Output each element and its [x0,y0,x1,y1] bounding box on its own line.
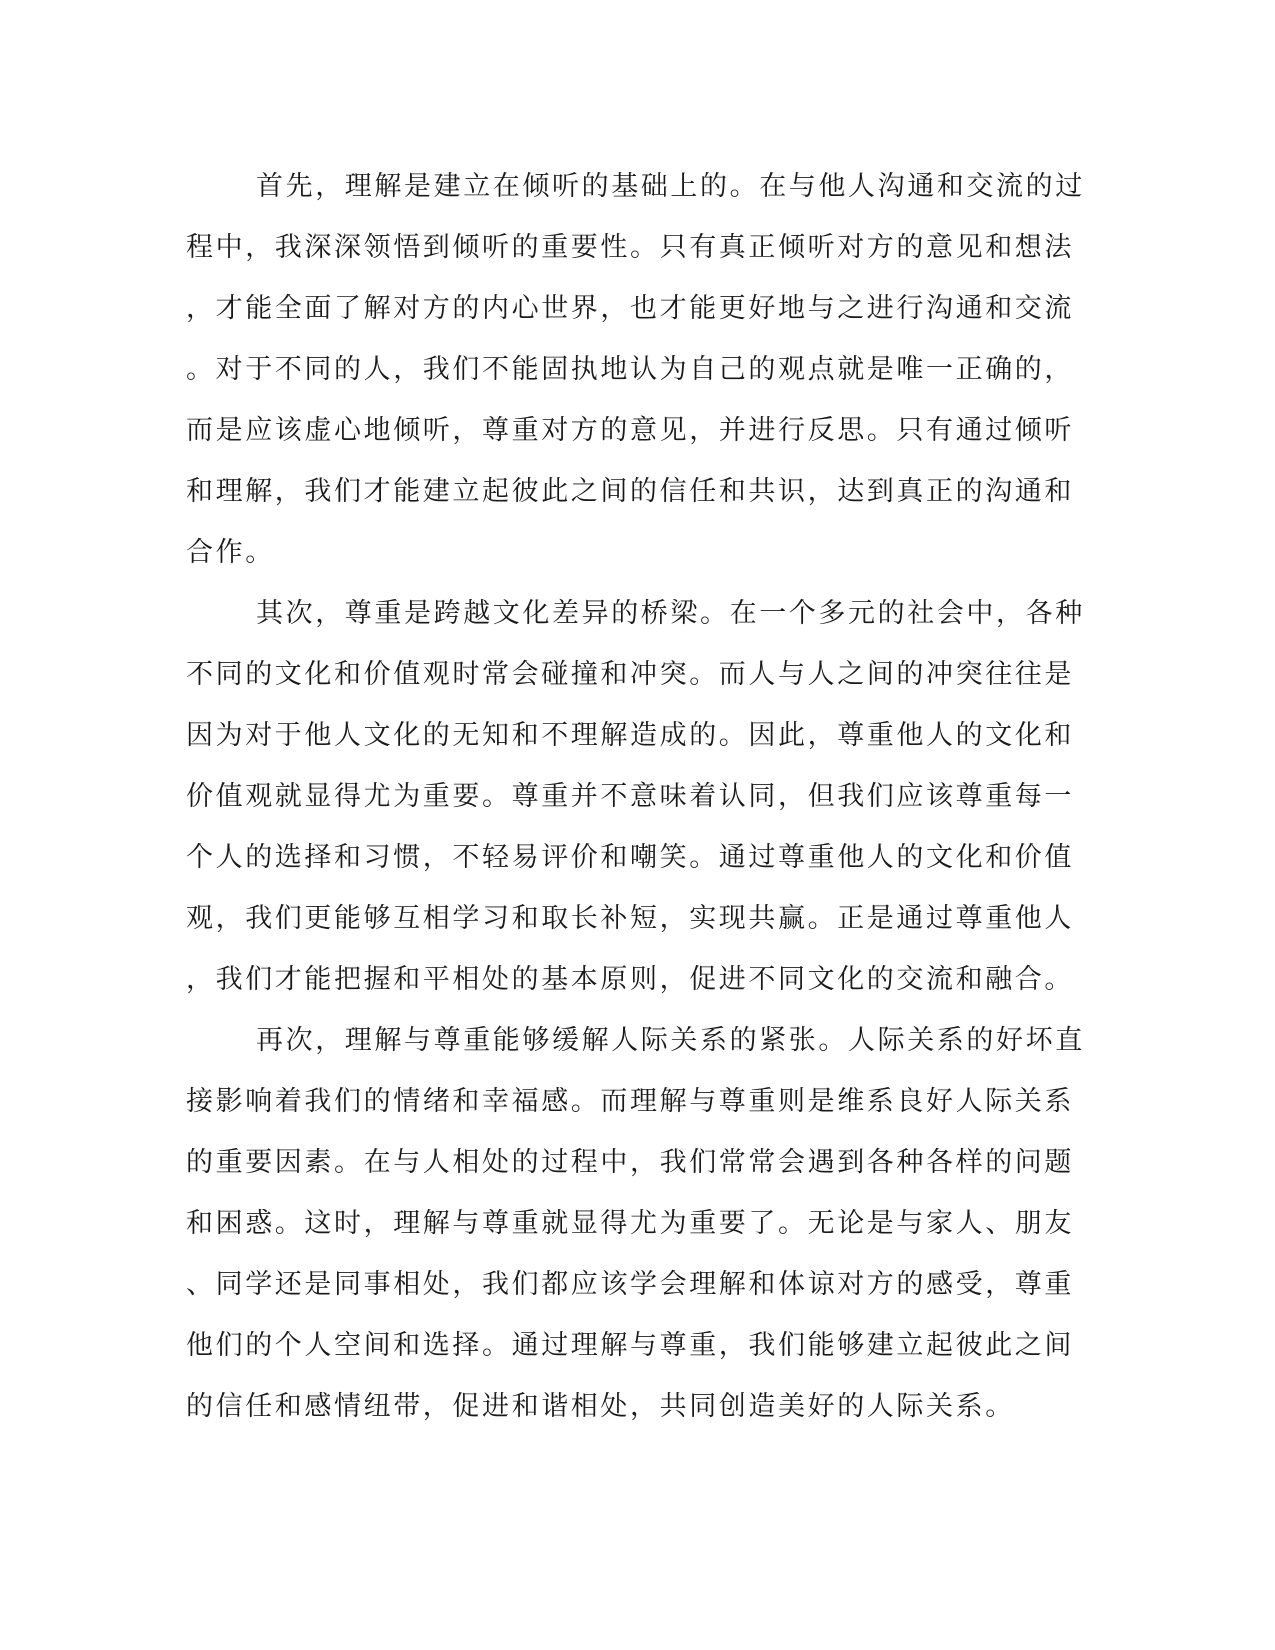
paragraph-line: 再次，理解与尊重能够缓解人际关系的紧张。人际关系的好坏直 [256,1025,1085,1056]
paragraph-2 [186,583,1085,1010]
paragraph-line: 不同的文化和价值观时常会碰撞和冲突。而人与人之间的冲突往往是 [186,659,1074,690]
paragraph-line: 程中，我深深领悟到倾听的重要性。只有真正倾听对方的意见和想法 [186,232,1074,263]
paragraph-line: 价值观就显得尤为重要。尊重并不意味着认同，但我们应该尊重每一 [186,781,1074,812]
paragraph-line: 和理解，我们才能建立起彼此之间的信任和共识，达到真正的沟通和 [186,476,1074,507]
paragraph-line: 观，我们更能够互相学习和取长补短，实现共赢。正是通过尊重他人 [186,903,1074,934]
paragraph-line: 。对于不同的人，我们不能固执地认为自己的观点就是唯一正确的， [186,354,1074,385]
document-body [186,156,1085,1437]
paragraph-line: 、同学还是同事相处，我们都应该学会理解和体谅对方的感受，尊重 [186,1269,1074,1300]
paragraph-line: 个人的选择和习惯，不轻易评价和嘲笑。通过尊重他人的文化和价值 [186,842,1074,873]
paragraph-line: 的重要因素。在与人相处的过程中，我们常常会遇到各种各样的问题 [186,1147,1074,1178]
paragraph-line: 因为对于他人文化的无知和不理解造成的。因此，尊重他人的文化和 [186,720,1074,751]
paragraph-line: 的信任和感情纽带，促进和谐相处，共同创造美好的人际关系。 [186,1391,1015,1422]
paragraph-line: 而是应该虚心地倾听，尊重对方的意见，并进行反思。只有通过倾听 [186,415,1074,446]
paragraph-line: 其次，尊重是跨越文化差异的桥梁。在一个多元的社会中，各种 [256,598,1085,629]
paragraph-line: ，才能全面了解对方的内心世界，也才能更好地与之进行沟通和交流 [186,293,1074,324]
paragraph-line: 合作。 [186,537,275,568]
paragraph-1 [186,156,1085,583]
paragraph-line: 首先，理解是建立在倾听的基础上的。在与他人沟通和交流的过 [256,171,1085,202]
paragraph-line: 接影响着我们的情绪和幸福感。而理解与尊重则是维系良好人际关系 [186,1086,1074,1117]
paragraph-line: 和困惑。这时，理解与尊重就显得尤为重要了。无论是与家人、朋友 [186,1208,1074,1239]
paragraph-line: ，我们才能把握和平相处的基本原则，促进不同文化的交流和融合。 [186,964,1074,995]
paragraph-line: 他们的个人空间和选择。通过理解与尊重，我们能够建立起彼此之间 [186,1330,1074,1361]
paragraph-3 [186,1010,1085,1437]
